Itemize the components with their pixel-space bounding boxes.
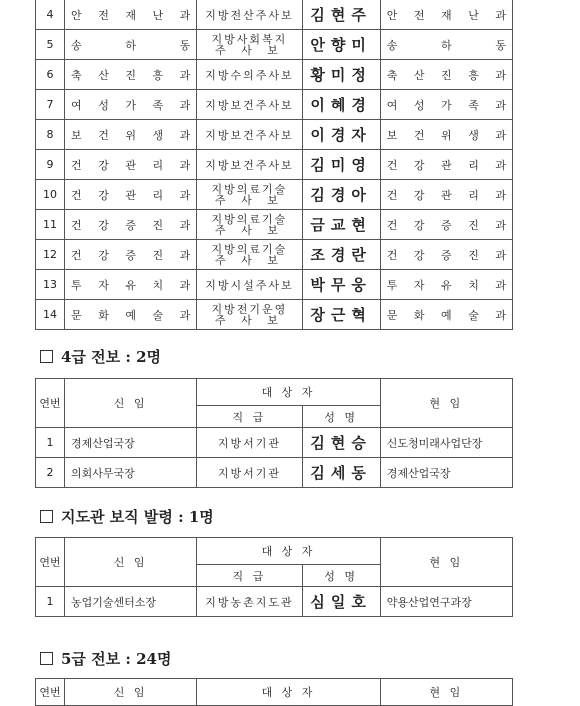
table-row (36, 180, 513, 210)
table-row (36, 30, 513, 60)
current-post: 투 자 유 치 과 (380, 270, 512, 300)
row-number: 10 (36, 180, 65, 210)
row-number: 1 (36, 587, 65, 617)
grade: 지방의료기술 주 사 보 (197, 240, 302, 270)
new-post: 안 전 재 난 과 (65, 0, 197, 30)
checkbox-square-icon (40, 350, 53, 363)
new-post: 여 성 가 족 과 (65, 90, 197, 120)
current-post: 경제산업국장 (380, 458, 512, 488)
current-post: 건 강 관 리 과 (380, 180, 512, 210)
current-post: 신도청미래사업단장 (380, 428, 512, 458)
header-target: 대 상 자 (197, 379, 380, 406)
header-number: 연번 (36, 379, 65, 428)
header-current-post: 현 임 (380, 538, 512, 587)
table-row (36, 150, 513, 180)
new-post: 보 건 위 생 과 (65, 120, 197, 150)
grade: 지방의료기술 주 사 보 (197, 210, 302, 240)
new-post: 경제산업국장 (65, 428, 197, 458)
new-post: 축 산 진 흥 과 (65, 60, 197, 90)
row-number: 6 (36, 60, 65, 90)
transfer-table-5th-grade (35, 678, 513, 706)
current-post: 약용산업연구과장 (380, 587, 512, 617)
grade: 지방보건주사보 (197, 90, 302, 120)
current-post: 축 산 진 흥 과 (380, 60, 512, 90)
row-number: 11 (36, 210, 65, 240)
section-title: 지도관 보직 발령 : 1명 (61, 508, 214, 526)
current-post: 건 강 증 진 과 (380, 240, 512, 270)
grade: 지방농촌지도관 (197, 587, 302, 617)
header-new-post: 신 임 (65, 538, 197, 587)
section-heading-4th-grade (40, 346, 161, 367)
current-post: 안 전 재 난 과 (380, 0, 512, 30)
new-post: 농업기술센터소장 (65, 587, 197, 617)
table-row (36, 587, 513, 617)
person-name: 장근혁 (302, 300, 380, 330)
transfer-table-4th-grade (35, 378, 513, 488)
header-new-post: 신 임 (65, 379, 197, 428)
person-name: 김미영 (302, 150, 380, 180)
section-heading-5th-grade (40, 648, 171, 669)
header-number: 연번 (36, 679, 65, 706)
new-post: 문 화 예 술 과 (65, 300, 197, 330)
section-title: 4급 전보 : 2명 (61, 348, 162, 366)
header-name: 성 명 (302, 565, 380, 587)
current-post: 송 하 동 (380, 30, 512, 60)
row-number: 4 (36, 0, 65, 30)
new-post: 송 하 동 (65, 30, 197, 60)
person-name: 박무웅 (302, 270, 380, 300)
header-current-post: 현 임 (380, 379, 512, 428)
person-name: 심일호 (302, 587, 380, 617)
header-target: 대 상 자 (197, 679, 380, 706)
row-number: 7 (36, 90, 65, 120)
grade: 지방전산주사보 (197, 0, 302, 30)
current-post: 문 화 예 술 과 (380, 300, 512, 330)
row-number: 8 (36, 120, 65, 150)
current-post: 여 성 가 족 과 (380, 90, 512, 120)
header-grade: 직 급 (197, 406, 302, 428)
table-row (36, 240, 513, 270)
new-post: 건 강 관 리 과 (65, 180, 197, 210)
new-post: 건 강 증 진 과 (65, 240, 197, 270)
transfer-table-continued (35, 0, 513, 330)
header-new-post: 신 임 (65, 679, 197, 706)
new-post: 의회사무국장 (65, 458, 197, 488)
header-grade: 직 급 (197, 565, 302, 587)
person-name: 김세동 (302, 458, 380, 488)
grade: 지방서기관 (197, 458, 302, 488)
person-name: 김현주 (302, 0, 380, 30)
current-post: 보 건 위 생 과 (380, 120, 512, 150)
row-number: 12 (36, 240, 65, 270)
table-row (36, 90, 513, 120)
header-target: 대 상 자 (197, 538, 380, 565)
transfer-table-director (35, 537, 513, 617)
table-row (36, 120, 513, 150)
table-row (36, 0, 513, 30)
current-post: 건 강 관 리 과 (380, 150, 512, 180)
table-row (36, 270, 513, 300)
table-row (36, 458, 513, 488)
row-number: 9 (36, 150, 65, 180)
grade: 지방의료기술 주 사 보 (197, 180, 302, 210)
person-name: 조경란 (302, 240, 380, 270)
person-name: 이혜경 (302, 90, 380, 120)
person-name: 금교현 (302, 210, 380, 240)
grade: 지방사회복지 주 사 보 (197, 30, 302, 60)
header-current-post: 현 임 (380, 679, 512, 706)
row-number: 14 (36, 300, 65, 330)
row-number: 5 (36, 30, 65, 60)
table-row (36, 300, 513, 330)
new-post: 건 강 증 진 과 (65, 210, 197, 240)
table-row (36, 428, 513, 458)
person-name: 황미정 (302, 60, 380, 90)
header-name: 성 명 (302, 406, 380, 428)
new-post: 투 자 유 치 과 (65, 270, 197, 300)
section-heading-director (40, 506, 214, 527)
section-title: 5급 전보 : 24명 (61, 650, 172, 668)
grade: 지방보건주사보 (197, 120, 302, 150)
row-number: 13 (36, 270, 65, 300)
header-number: 연번 (36, 538, 65, 587)
row-number: 1 (36, 428, 65, 458)
checkbox-square-icon (40, 510, 53, 523)
checkbox-square-icon (40, 652, 53, 665)
person-name: 김경아 (302, 180, 380, 210)
current-post: 건 강 증 진 과 (380, 210, 512, 240)
person-name: 김현승 (302, 428, 380, 458)
grade: 지방수의주사보 (197, 60, 302, 90)
row-number: 2 (36, 458, 65, 488)
grade: 지방시설주사보 (197, 270, 302, 300)
new-post: 건 강 관 리 과 (65, 150, 197, 180)
table-row (36, 60, 513, 90)
grade: 지방전기운영 주 사 보 (197, 300, 302, 330)
person-name: 안향미 (302, 30, 380, 60)
person-name: 이경자 (302, 120, 380, 150)
grade: 지방보건주사보 (197, 150, 302, 180)
grade: 지방서기관 (197, 428, 302, 458)
table-row (36, 210, 513, 240)
